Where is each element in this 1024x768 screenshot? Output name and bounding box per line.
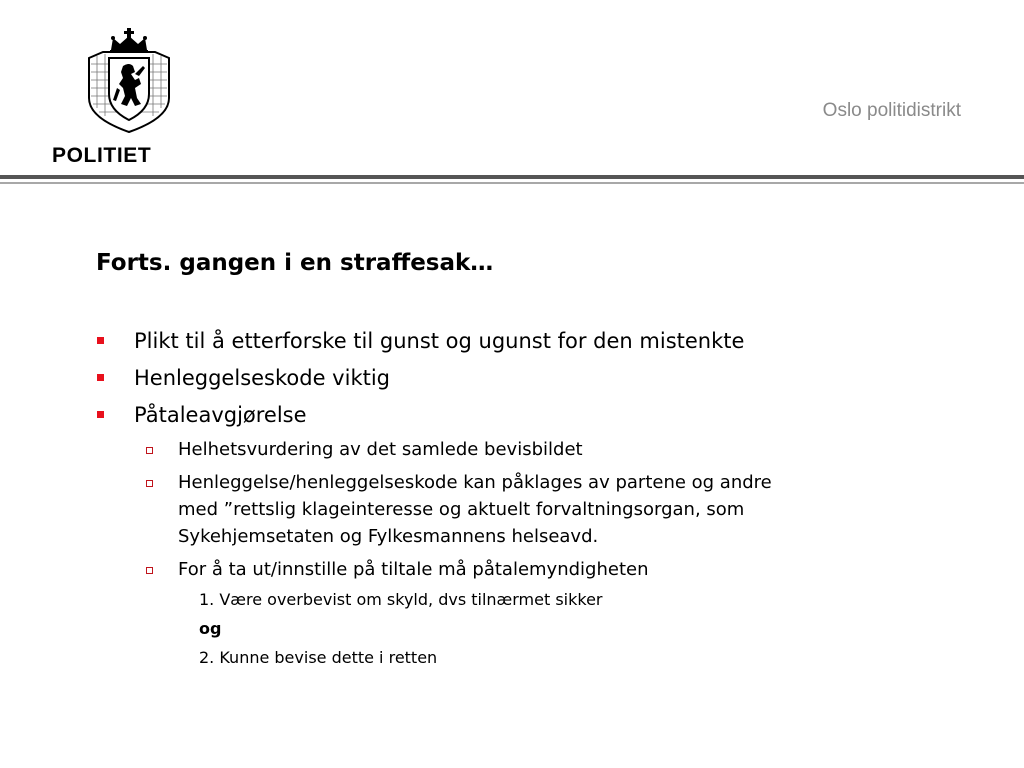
hollow-square-bullet-icon: [146, 447, 153, 454]
bullet-text: Påtaleavgjørelse: [134, 403, 307, 427]
red-square-bullet-icon: [97, 337, 104, 344]
org-name: POLITIET: [52, 144, 152, 167]
district-name: Oslo politidistrikt: [822, 100, 961, 121]
sub-bullet-text: med ”rettslig klageinteresse og aktuelt forvaltningsorgan, som: [178, 499, 745, 520]
sub-bullet-text: Henleggelse/henleggelseskode kan påklages av partene og andre: [178, 472, 772, 493]
condition-item: 1. Være overbevist om skyld, dvs tilnærmet sikker: [199, 590, 603, 609]
red-square-bullet-icon: [97, 411, 104, 418]
header-divider-thin: [0, 182, 1024, 184]
bullet-text: Henleggelseskode viktig: [134, 366, 390, 390]
condition-connector: og: [199, 619, 222, 638]
sub-bullet-text: Sykehjemsetaten og Fylkesmannens helseavd.: [178, 526, 599, 547]
condition-item: 2. Kunne bevise dette i retten: [199, 648, 438, 667]
sub-bullet-text: Helhetsvurdering av det samlede bevisbildet: [178, 439, 583, 460]
bullet-text: Plikt til å etterforske til gunst og ugunst for den mistenkte: [134, 329, 745, 353]
hollow-square-bullet-icon: [146, 480, 153, 487]
sub-bullet-text: For å ta ut/innstille på tiltale må påtalemyndigheten: [178, 559, 649, 580]
police-crest-icon: [83, 28, 175, 134]
hollow-square-bullet-icon: [146, 567, 153, 574]
header-divider: [0, 175, 1024, 179]
red-square-bullet-icon: [97, 374, 104, 381]
slide-title: Forts. gangen i en straffesak…: [96, 250, 494, 276]
police-logo: [52, 28, 206, 168]
